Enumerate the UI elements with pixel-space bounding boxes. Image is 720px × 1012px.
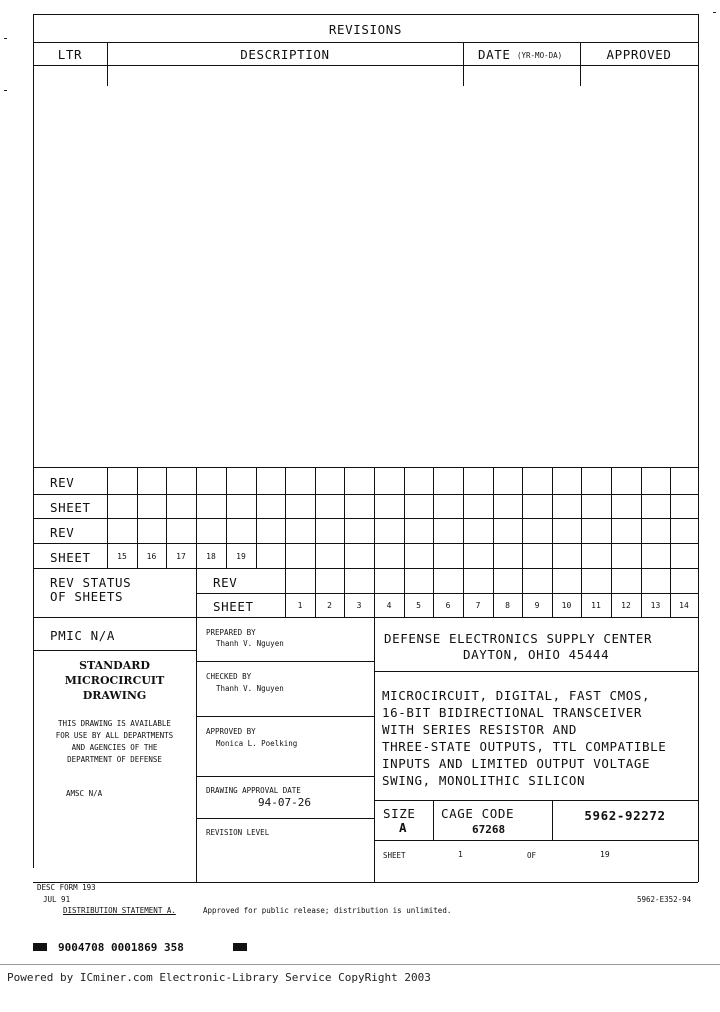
sheet-label: SHEET <box>213 599 254 614</box>
col-date-header: DATE <box>478 47 511 62</box>
sheet-number: 2 <box>327 601 332 610</box>
standard-title: MICROCIRCUIT <box>64 674 165 687</box>
size-label: SIZE <box>383 806 416 821</box>
amsc-label: AMSC N/A <box>66 789 103 798</box>
drawing-title-line: 16-BIT BIDIRECTIONAL TRANSCEIVER <box>382 705 643 720</box>
barcode-text: 9004708 0001869 358 <box>58 941 184 954</box>
sheet-number: 16 <box>146 552 157 561</box>
sheet-number: 19 <box>236 552 246 561</box>
approved-by-name: Monica L. Poelking <box>216 739 298 748</box>
sheet-number: 10 <box>561 601 572 610</box>
form-number: DESC FORM 193 <box>37 883 96 892</box>
cage-code-label: CAGE CODE <box>441 806 515 821</box>
col-ltr-header: LTR <box>57 47 83 62</box>
col-approved-header: APPROVED <box>606 47 672 62</box>
barcode-block-left <box>33 943 47 951</box>
checked-by-name: Thanh V. Nguyen <box>216 684 284 693</box>
powered-by-text: Powered by ICminer.com Electronic-Library Service CopyRight 2003 <box>7 971 431 984</box>
pmic-label: PMIC N/A <box>50 628 116 643</box>
sheet-number: 18 <box>206 552 216 561</box>
sheet-label: SHEET <box>50 550 91 565</box>
org-name: DEFENSE ELECTRONICS SUPPLY CENTER <box>384 631 653 646</box>
sheet-number: 1 <box>297 601 303 610</box>
sheet-label: SHEET <box>50 500 91 515</box>
revisions-title: REVISIONS <box>328 22 403 37</box>
drawing-title-line: INPUTS AND LIMITED OUTPUT VOLTAGE <box>382 756 651 771</box>
of-value: 19 <box>600 850 610 859</box>
drawing-number: 5962-92272 <box>584 808 666 823</box>
drawing-title-line: WITH SERIES RESISTOR AND <box>382 722 578 737</box>
standard-title: DRAWING <box>82 689 147 702</box>
form-code: 5962-E352-94 <box>637 895 692 904</box>
sheet-number: 6 <box>445 601 451 610</box>
approval-date-label: DRAWING APPROVAL DATE <box>206 786 301 795</box>
sheet-number: 14 <box>679 601 689 610</box>
sheet-number: 17 <box>176 552 186 561</box>
checked-by-label: CHECKED BY <box>206 672 252 681</box>
rev-label: REV <box>213 575 238 590</box>
barcode-block-right <box>233 943 247 951</box>
org-address: DAYTON, OHIO 45444 <box>463 647 610 662</box>
drawing-title-line: THREE-STATE OUTPUTS, TTL COMPATIBLE <box>382 739 667 754</box>
sheet-number: 3 <box>356 601 362 610</box>
sheet-number: 11 <box>591 601 601 610</box>
cage-code-value: 67268 <box>472 823 506 836</box>
prepared-by-label: PREPARED BY <box>206 628 256 637</box>
rev-status-label: OF SHEETS <box>50 589 124 604</box>
prepared-by-name: Thanh V. Nguyen <box>216 639 284 648</box>
sheet-number: 15 <box>117 552 127 561</box>
availability-text: FOR USE BY ALL DEPARTMENTS <box>55 731 174 740</box>
col-date-format: (YR-MO-DA) <box>517 51 563 60</box>
edge-mark <box>713 12 716 13</box>
sheet-number: 5 <box>416 601 421 610</box>
sheet-number: 9 <box>534 601 540 610</box>
drawing-title-line: MICROCIRCUIT, DIGITAL, FAST CMOS, <box>382 688 651 703</box>
edge-mark <box>4 90 7 91</box>
availability-text: DEPARTMENT OF DEFENSE <box>67 755 162 764</box>
drawing-title-line: SWING, MONOLITHIC SILICON <box>382 773 586 788</box>
sheet-number: 13 <box>650 601 661 610</box>
availability-text: AND AGENCIES OF THE <box>71 743 158 752</box>
availability-text: THIS DRAWING IS AVAILABLE <box>58 719 171 728</box>
sheet-number: 8 <box>505 601 510 610</box>
rev-status-label: REV STATUS <box>50 575 132 590</box>
rev-label: REV <box>50 475 75 490</box>
revision-level-label: REVISION LEVEL <box>206 828 270 837</box>
size-value: A <box>399 820 408 835</box>
approved-by-label: APPROVED BY <box>206 727 256 736</box>
sheet-value: 1 <box>458 850 463 859</box>
sheet-number: 12 <box>621 601 631 610</box>
rev-label: REV <box>50 525 75 540</box>
sheet-number: 7 <box>475 601 481 610</box>
distribution-text: Approved for public release; distribution is unlimited. <box>203 906 452 915</box>
form-date: JUL 91 <box>43 895 71 904</box>
edge-mark <box>4 38 7 39</box>
col-description-header: DESCRIPTION <box>240 47 330 62</box>
distribution-label: DISTRIBUTION STATEMENT A. <box>63 906 176 915</box>
sheet-number: 4 <box>386 601 392 610</box>
standard-title: STANDARD <box>79 659 150 672</box>
sheet-label: SHEET <box>383 851 406 860</box>
approval-date-value: 94-07-26 <box>258 796 311 809</box>
of-label: OF <box>527 851 537 860</box>
